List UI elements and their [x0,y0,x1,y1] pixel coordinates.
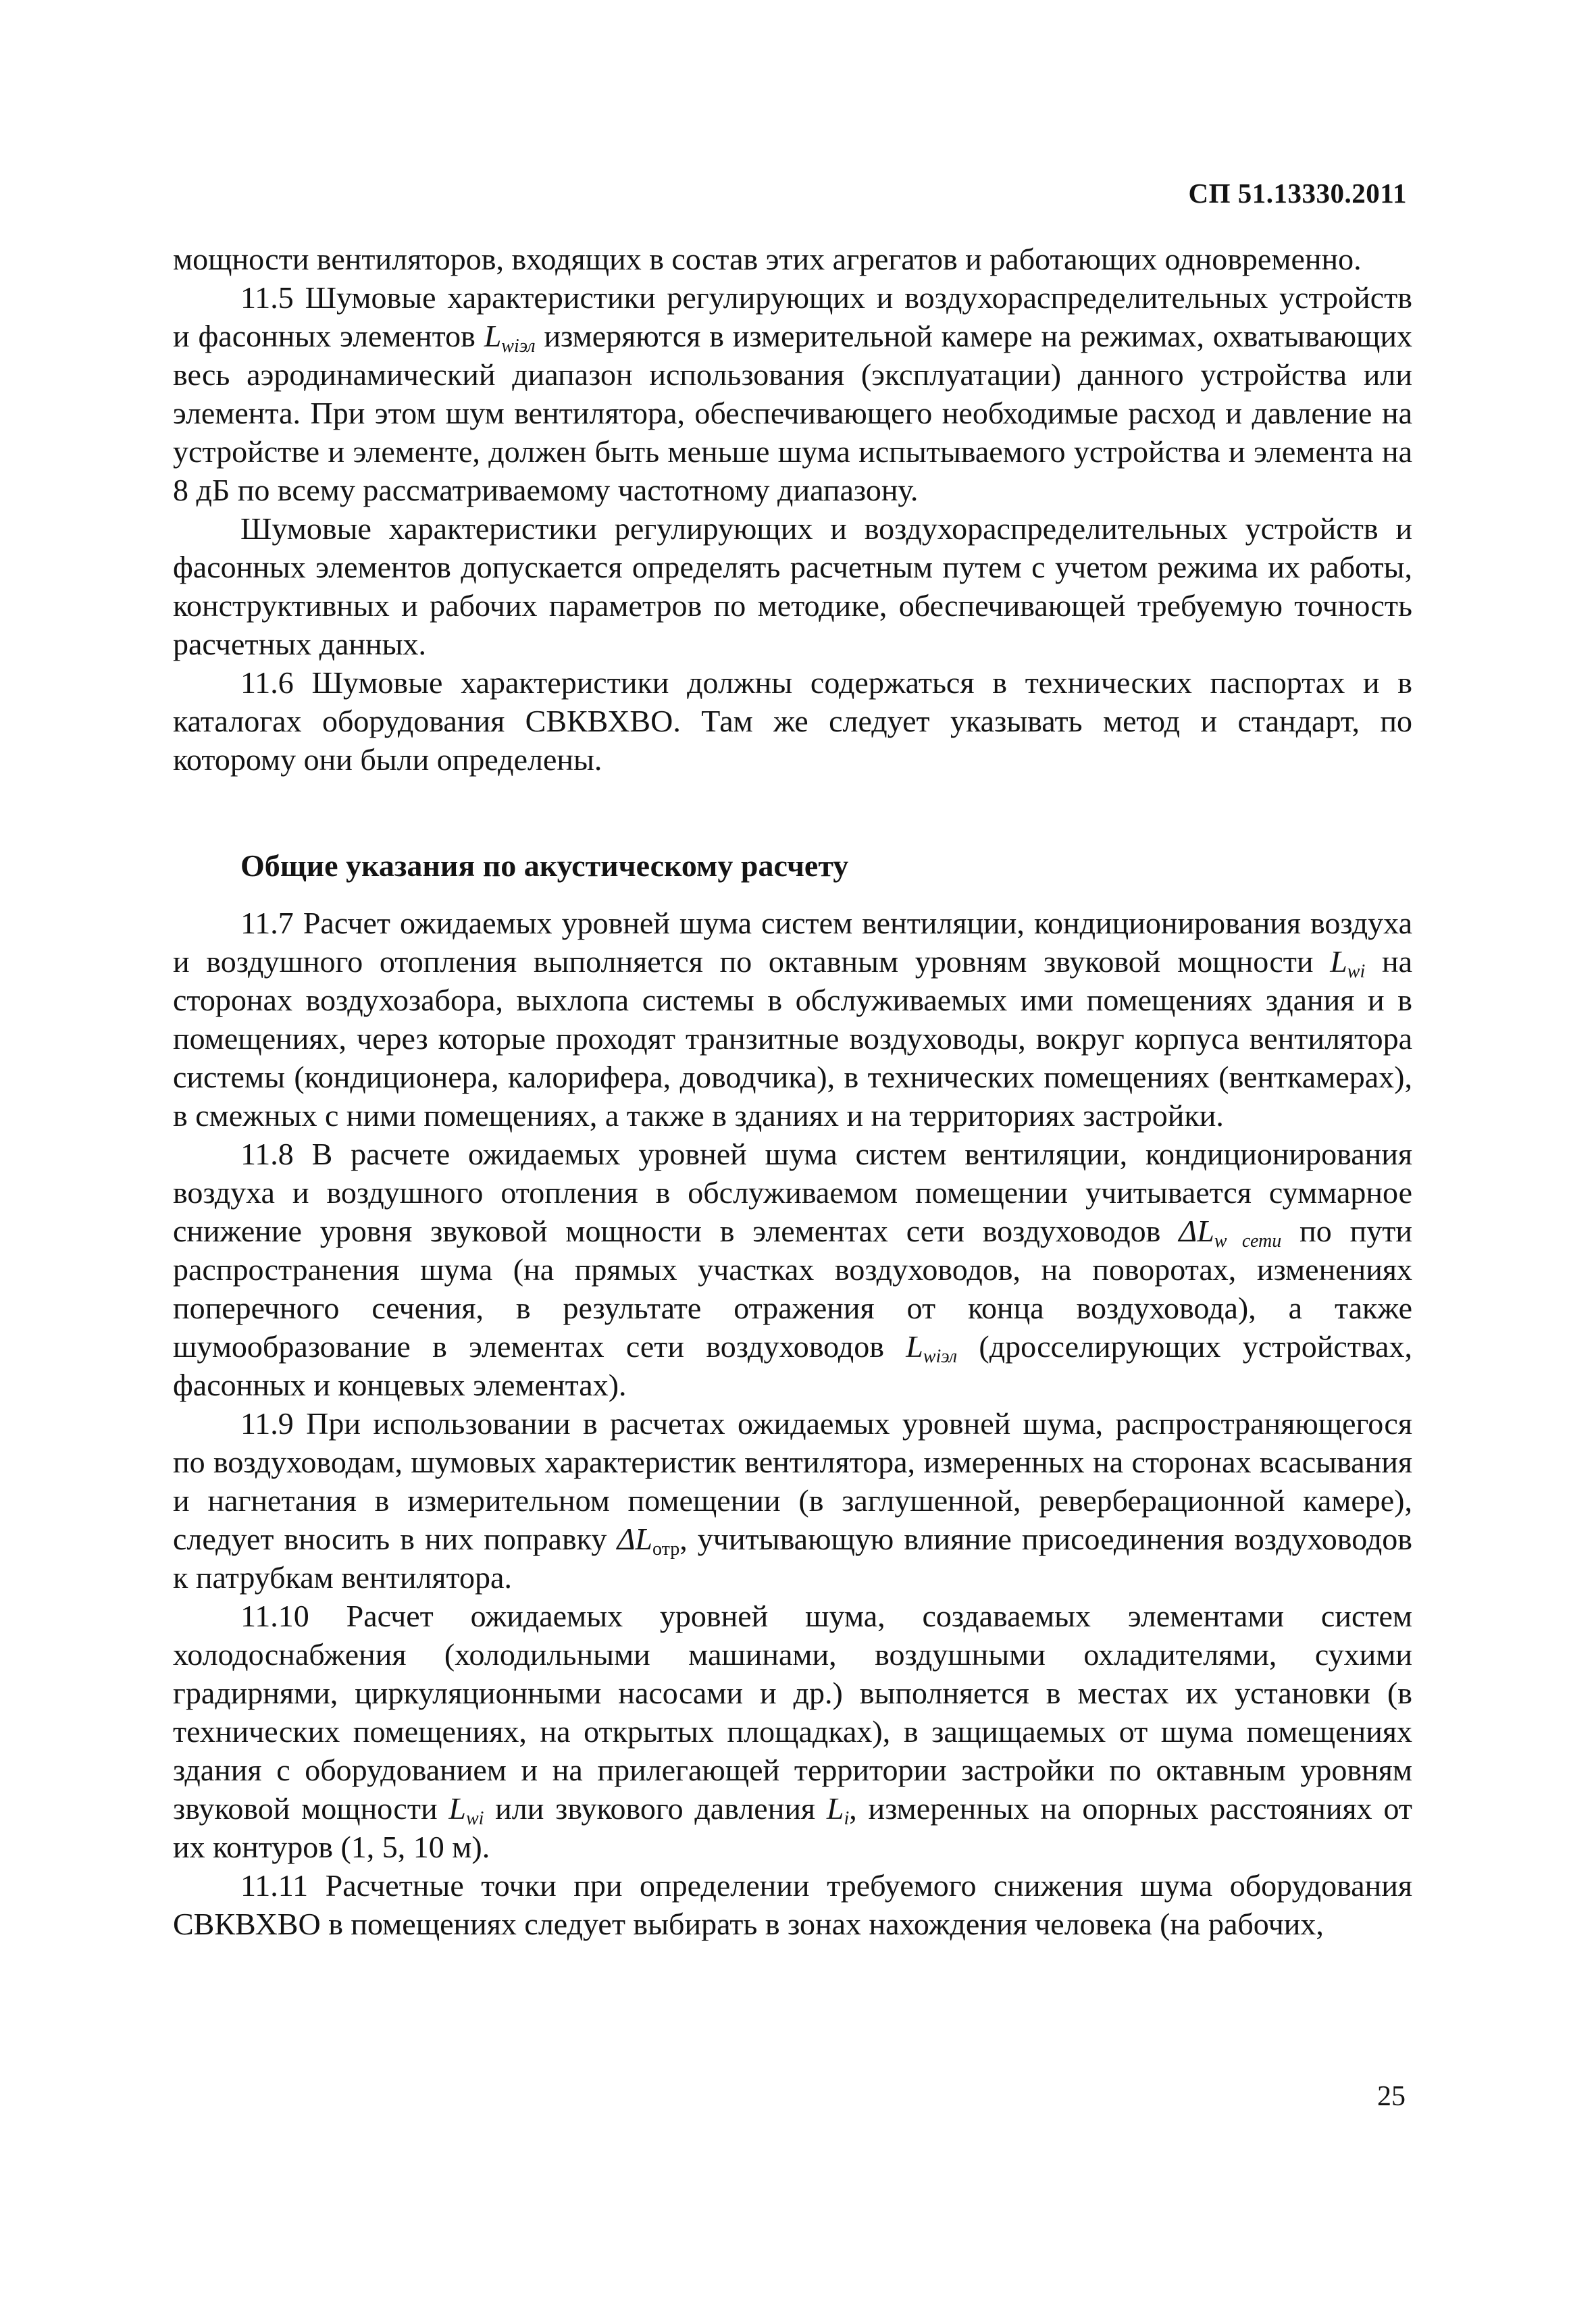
paragraph-11-10: 11.10 Расчет ожидаемых уровней шума, создаваемых элементами систем холодоснабжения (холодильными машинами, воздушными охладителями, сухими градирнями, циркуляционными насосами и др.) выполняется в местах их установки (в технических помещениях, на открытых площадках), в защищаемых от шума помещениях здания с оборудованием и на прилегающей территории застройки по октавным уровням звуковой мощности $L_{wi}$ или звукового давления $L_i$, измеренных на опорных расстояниях от их контуров (1, 5, 10 м). [173,1599,1412,1864]
paragraph-calculation-method: Шумовые характеристики регулирующих и воздухораспределительных устройств и фасонных элементов допускается определять расчетным путем с учетом режима их работы, конструктивных и рабочих параметров по методике, обеспечивающей требуемую точность расчетных данных. [173,511,1412,661]
paragraph-11-8: 11.8 В расчете ожидаемых уровней шума систем вентиляции, кондиционирования воздуха и воздушного отопления в обслуживаемом помещении учитывается суммарное снижение уровня звуковой мощности в элементах сети воздуховодов $\Delta L_{w сети}$ по пути распространения шума (на прямых участках воздуховодов, на поворотах, изменениях поперечного сечения, в результате отражения от конца воздуховода), а также шумообразование в элементах сети воздуховодов $L_{wiэл}$ (дросселирующих устройствах, фасонных и концевых элементах). [173,1137,1412,1402]
symbol-delta-l: ΔL [1179,1214,1214,1248]
symbol-l: L [906,1329,923,1364]
paragraph-11-6: 11.6 Шумовые характеристики должны содержаться в технических паспортах и в каталогах оборудования СВКВХВО. Там же следует указывать метод и стандарт, по которому они были определены. [173,665,1412,777]
paragraph-11-9: 11.9 При использовании в расчетах ожидаемых уровней шума, распространяющегося по воздуховодам, шумовых характеристик вентилятора, измеренных на сторонах всасывания и нагнетания в измерительном помещении (в заглушенной, реверберационной камере), следует вносить в них поправку $\Delta L_{отр}$, учитывающую влияние присоединения воздуховодов к патрубкам вентилятора. [173,1406,1413,1595]
symbol-l: L [1330,944,1347,979]
paragraph-continuation: мощности вентиляторов, входящих в состав этих агрегатов и работающих одновременно. [173,242,1362,276]
paragraph-11-7: 11.7 Расчет ожидаемых уровней шума систем вентиляции, кондиционирования воздуха и воздушного отопления выполняется по октавным уровням звуковой мощности $L_{wi}$ на сторонах воздухозабора, выхлопа системы в обслуживаемых ими помещениях здания и в помещениях, через которые проходят транзитные воздуховоды, вокруг корпуса вентилятора системы (кондиционера, калорифера, доводчика), в технических помещениях (венткамерах), в смежных с ними помещениях, а также в зданиях и на территориях застройки. [173,906,1412,1133]
symbol-l: L [484,319,502,353]
section-heading: Общие указания по акустическому расчету [240,848,849,883]
symbol-delta-l: ΔL [617,1522,653,1556]
document-code-header: СП 51.13330.2011 [1188,178,1407,209]
paragraph-11-5: 11.5 Шумовые характеристики регулирующих и воздухораспределительных устройств и фасонных элементов $L_{wiэл}$ измеряются в измерительной камере на режимах, охватывающих весь аэродинамический диапазон использования (эксплуатации) данного устройства или элемента. При этом шум вентилятора, обеспечивающего необходимые расход и давление на устройстве и элементе, должен быть меньше шума испытываемого устройства и элемента на 8 дБ по всему рассматриваемому частотному диапазону. [173,280,1413,507]
symbol-l: L [826,1791,844,1826]
paragraph-11-11: 11.11 Расчетные точки при определении требуемого снижения шума оборудования СВКВХВО в помещениях следует выбирать в зонах нахождения человека (на рабочих, [173,1868,1412,1941]
document-body [173,240,1412,1943]
symbol-l: L [448,1791,466,1826]
page-number: 25 [1377,2081,1406,2112]
